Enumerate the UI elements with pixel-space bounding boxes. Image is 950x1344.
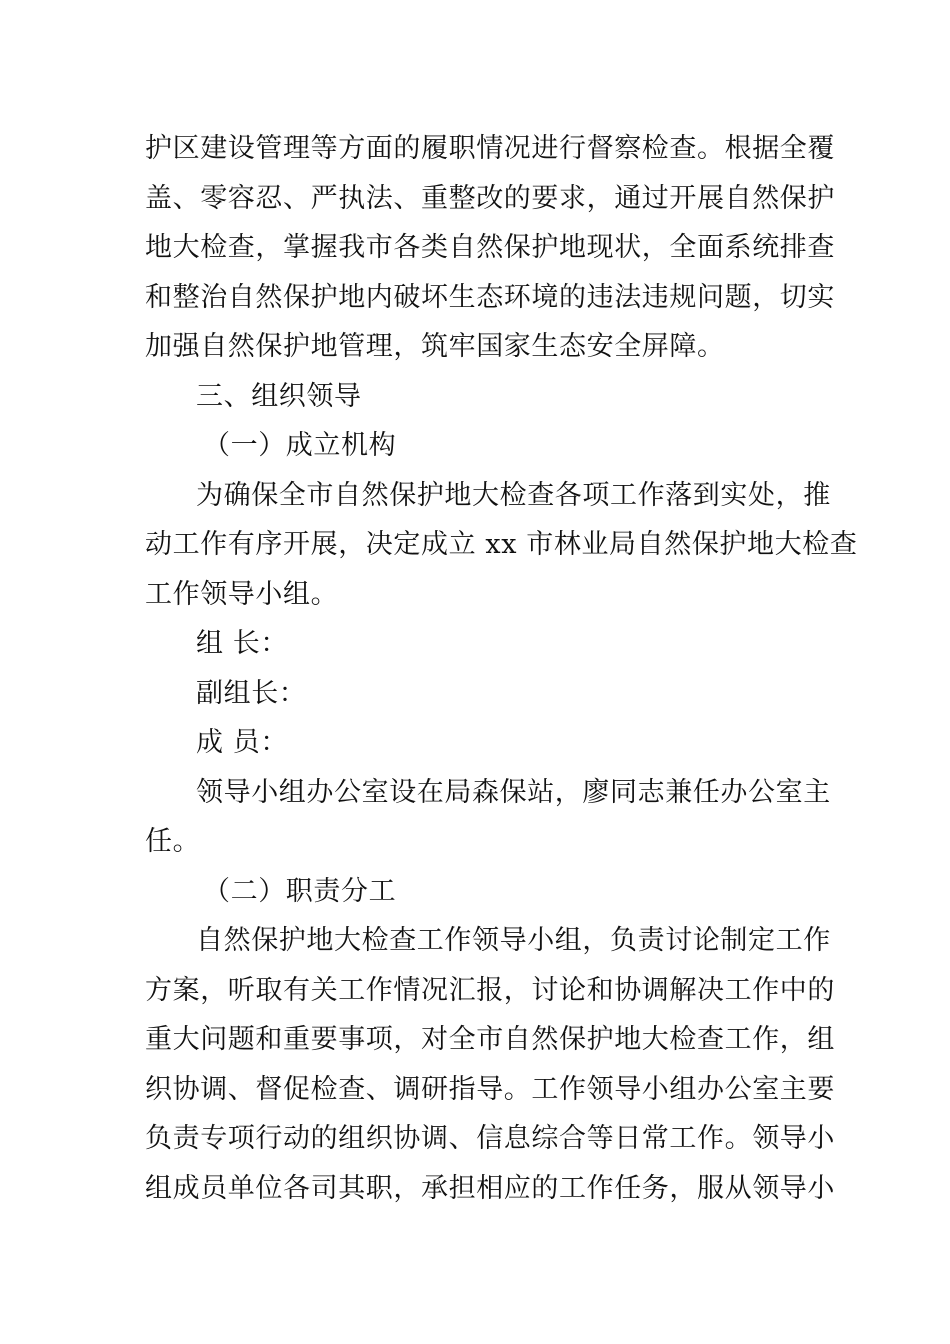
subsection-heading: （一）成立机构 [203,430,397,461]
paragraph-line: 领导小组办公室设在局森保站，廖同志兼任办公室主 [196,776,831,808]
role-line: 组 长： [196,628,288,659]
role-line: 成 员： [196,727,288,758]
paragraph-line: 组成员单位各司其职，承担相应的工作任务，服从领导小 [145,1172,835,1204]
paragraph-line: 自然保护地大检查工作领导小组，负责讨论制定工作 [196,925,831,956]
section-heading: 三、组织领导 [196,380,362,412]
paragraph-line: 重大问题和重要事项，对全市自然保护地大检查工作，组 [145,1024,835,1055]
paragraph-line: 和整治自然保护地内破坏生态环境的违法违规问题，切实 [145,281,835,313]
role-line: 副组长： [196,677,307,709]
paragraph-line: 地大检查，掌握我市各类自然保护地现状，全面系统排查 [145,232,835,263]
paragraph-line: 负责专项行动的组织协调、信息综合等日常工作。领导小 [145,1123,835,1154]
paragraph-line: 工作领导小组。 [145,578,339,610]
paragraph-line: 任。 [145,826,201,857]
subsection-heading: （二）职责分工 [203,875,397,907]
paragraph-line: 盖、零容忍、严执法、重整改的要求，通过开展自然保护 [145,182,835,214]
document-page [145,124,858,1213]
paragraph-line: 织协调、督促检查、调研指导。工作领导小组办公室主要 [145,1073,835,1105]
paragraph-line: 加强自然保护地管理，筑牢国家生态安全屏障。 [145,331,725,362]
paragraph-line: 动工作有序开展，决定成立 xx 市林业局自然保护地大检查 [145,529,858,560]
paragraph-line: 为确保全市自然保护地大检查各项工作落到实处，推 [196,479,831,511]
paragraph-line: 方案，听取有关工作情况汇报，讨论和协调解决工作中的 [145,974,835,1006]
paragraph-line: 护区建设管理等方面的履职情况进行督察检查。根据全覆 [145,133,835,164]
